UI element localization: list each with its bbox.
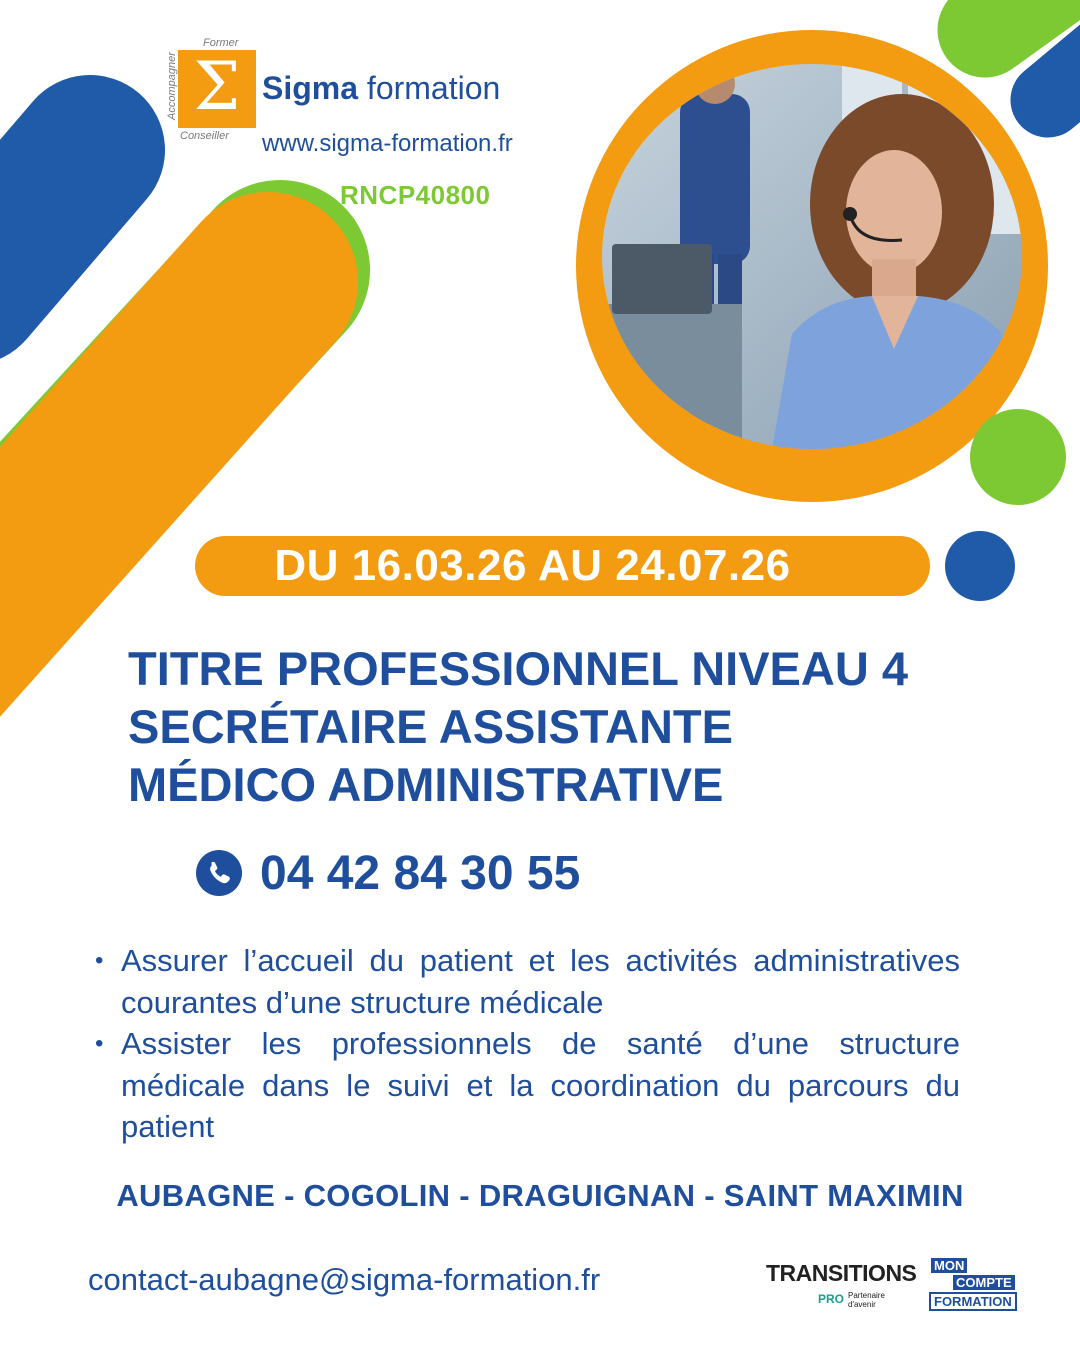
objective-item: • Assurer l’accueil du patient et les activités administratives courantes d’une structure médicale: [95, 940, 960, 1023]
course-title: [128, 640, 1028, 814]
transitions-pro-logo: [766, 1258, 917, 1318]
green-circle: [970, 409, 1066, 505]
logo-tag-conseiller: Conseiller: [180, 130, 229, 142]
phone-number[interactable]: 04 42 84 30 55: [260, 847, 581, 900]
logo-tag-former: Former: [203, 37, 239, 49]
mcf-line-2: COMPTE: [953, 1275, 1015, 1290]
date-range-text: DU 16.03.26 AU 24.07.26: [274, 541, 791, 590]
objective-item: • Assister les professionnels de santé d’une structure médicale dans le suivi et la coordination du parcours du patient: [95, 1023, 960, 1148]
mon-compte-formation-logo: [927, 1258, 1035, 1310]
logo-tag-accompagner: Accompagner: [166, 52, 178, 120]
transitions-pro-label: PRO: [818, 1292, 845, 1306]
sigma-logo: [178, 50, 256, 128]
receptionist-photo: [602, 64, 1022, 449]
website-link[interactable]: www.sigma-formation.fr: [262, 130, 513, 157]
course-title-line-3: MÉDICO ADMINISTRATIVE: [128, 758, 724, 811]
brand-name-rest: formation: [366, 70, 501, 106]
date-range-banner: [195, 536, 930, 596]
blue-pill-left: [0, 150, 90, 290]
transitions-pro-tagline: Partenaire d'avenir: [848, 1291, 885, 1309]
green-pill-top-right: [985, 0, 1080, 30]
sigma-logo-icon: Σ: [193, 48, 241, 125]
course-title-line-1: TITRE PROFESSIONNEL NIVEAU 4: [128, 642, 908, 695]
objectives-list: [95, 940, 960, 1148]
brand-name-bold: Sigma: [262, 70, 359, 106]
course-title-line-2: SECRÉTAIRE ASSISTANTE: [128, 700, 733, 753]
mcf-line-3: FORMATION: [929, 1292, 1017, 1311]
blue-dot: [945, 531, 1015, 601]
rncp-code: RNCP40800: [340, 180, 491, 210]
mcf-line-1: MON: [931, 1258, 967, 1273]
contact-email-link[interactable]: contact-aubagne@sigma-formation.fr: [88, 1262, 601, 1297]
brand-name: [262, 70, 500, 107]
locations-list: AUBAGNE - COGOLIN - DRAGUIGNAN - SAINT MAXIMIN: [116, 1178, 964, 1213]
transitions-pro-word: TRANSITIONS: [766, 1260, 917, 1286]
orange-pill-left: [0, 282, 268, 660]
blue-pill-top-right: [1048, 40, 1080, 100]
receptionist-illustration: [602, 64, 1022, 449]
phone-icon: [196, 850, 242, 896]
